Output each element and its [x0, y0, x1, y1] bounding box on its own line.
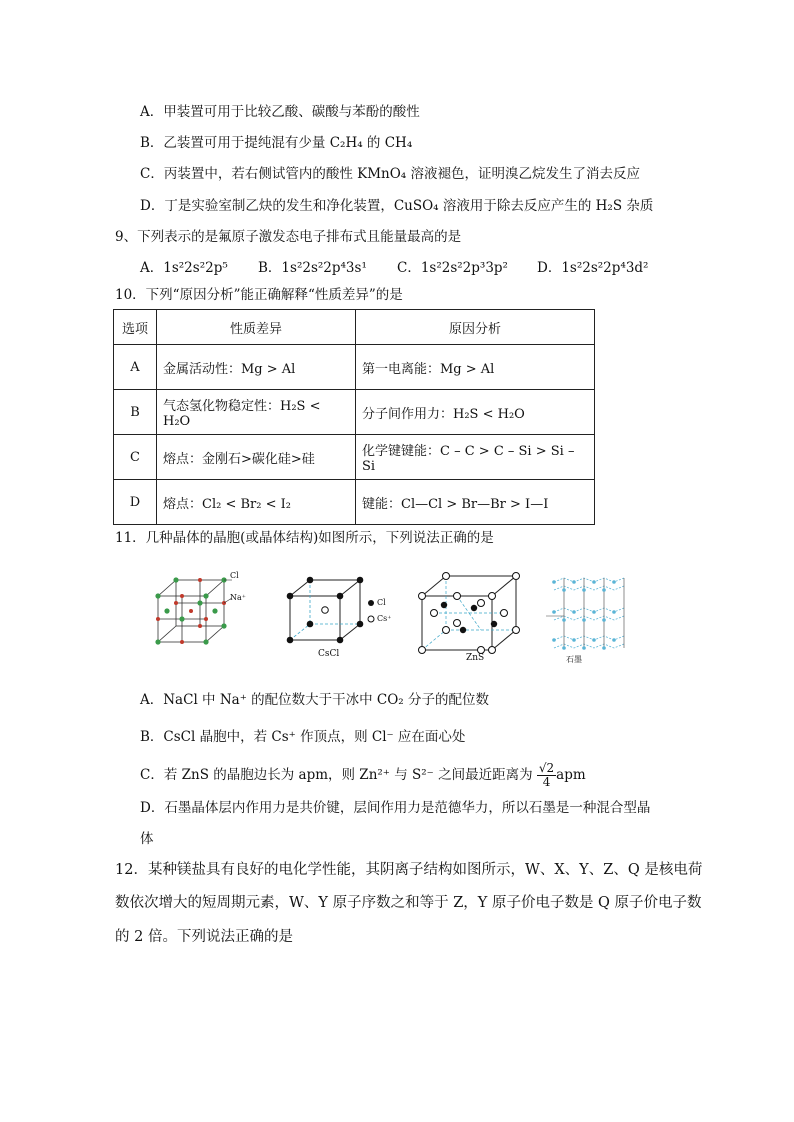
q10-table	[113, 309, 595, 525]
q9-option-d: D．1s²2s²2p⁴3d²	[537, 260, 649, 276]
table-cell: 熔点：金刚石>碳化硅>硅	[157, 435, 356, 480]
table-cell: 键能：Cl—Cl > Br—Br > I—I	[356, 480, 595, 525]
graphite-caption: 石墨	[566, 655, 582, 664]
q11-option-c	[140, 758, 586, 792]
q11-option-b: B．CsCl 晶胞中，若 Cs⁺ 作顶点，则 Cl⁻ 应在面心处	[140, 729, 466, 745]
q8-option-a: A．甲装置可用于比较乙酸、碳酸与苯酚的酸性	[140, 104, 420, 120]
table-cell: D	[114, 480, 157, 525]
fraction-numerator: √2	[538, 761, 555, 775]
table-cell: 分子间作用力：H₂S < H₂O	[356, 390, 595, 435]
table-cell: 金属活动性：Mg > Al	[157, 345, 356, 390]
table-cell: 熔点：Cl₂ < Br₂ < I₂	[157, 480, 356, 525]
q9-option-b: B．1s²2s²2p⁴3s¹	[258, 260, 367, 276]
q8-option-c: C．丙装置中，若右侧试管内的酸性 KMnO₄ 溶液褪色，证明溴乙烷发生了消去反应	[140, 166, 640, 182]
q11-option-c-text: C．若 ZnS 的晶胞边长为 apm，则 Zn²⁺ 与 S²⁻ 之间最近距离为	[140, 767, 533, 783]
nacl-na-label: Na⁺	[230, 593, 246, 602]
graphite-structure-figure	[544, 574, 632, 658]
cscl-cl-label: Cl	[377, 598, 386, 607]
table-row	[114, 390, 595, 435]
table-cell: 气态氢化物稳定性：H₂S < H₂O	[157, 390, 356, 435]
zns-structure-figure	[416, 572, 522, 654]
table-row	[114, 480, 595, 525]
zns-caption: ZnS	[466, 653, 485, 663]
q8-option-b: B．乙装置可用于提纯混有少量 C₂H₄ 的 CH₄	[140, 135, 413, 151]
q8-option-d: D．丁是实验室制乙炔的发生和净化装置，CuSO₄ 溶液用于除去反应产生的 H₂S 杂质	[140, 198, 654, 214]
table-header: 性质差异	[157, 310, 356, 345]
cscl-structure-figure	[284, 574, 364, 646]
table-row	[114, 345, 595, 390]
table-header: 选项	[114, 310, 157, 345]
table-row	[114, 435, 595, 480]
table-cell: A	[114, 345, 157, 390]
q9-option-a: A．1s²2s²2p⁵	[140, 260, 228, 276]
q9-option-c: C．1s²2s²2p³3p²	[397, 260, 508, 276]
nacl-cl-label: Cl	[230, 571, 239, 580]
table-cell: 第一电离能：Mg > Al	[356, 345, 595, 390]
table-header-row	[114, 310, 595, 345]
q12-line3: 的 2 倍。下列说法正确的是	[115, 929, 293, 945]
nacl-structure-figure	[150, 574, 246, 646]
fraction-denominator: 4	[542, 775, 551, 789]
q11-option-d-line2: 体	[140, 831, 154, 847]
fraction	[537, 762, 556, 789]
table-cell: B	[114, 390, 157, 435]
q12-line1: 12．某种镁盐具有良好的电化学性能，其阴离子结构如图所示，W、X、Y、Z、Q 是核电荷	[115, 862, 703, 878]
q9-stem: 9、下列表示的是氟原子激发态电子排布式且能量最高的是	[115, 229, 462, 245]
table-cell: C	[114, 435, 157, 480]
q10-stem: 10．下列“原因分析”能正确解释“性质差异”的是	[115, 287, 403, 303]
table-header: 原因分析	[356, 310, 595, 345]
cscl-caption: CsCl	[318, 649, 340, 659]
q11-option-c-unit: apm	[556, 767, 586, 783]
q12-line2: 数依次增大的短周期元素，W、Y 原子序数之和等于 Z，Y 原子价电子数是 Q 原子价电子数	[115, 895, 702, 911]
q11-stem: 11．几种晶体的晶胞(或晶体结构)如图所示，下列说法正确的是	[115, 530, 494, 546]
q11-option-a: A．NaCl 中 Na⁺ 的配位数大于干冰中 CO₂ 分子的配位数	[140, 692, 490, 708]
q11-option-d-line1: D．石墨晶体层内作用力是共价键，层间作用力是范德华力，所以石墨是一种混合型晶	[140, 800, 651, 816]
cscl-cs-label: Cs⁺	[377, 614, 392, 623]
table-cell: 化学键键能：C – C > C – Si > Si – Si	[356, 435, 595, 480]
